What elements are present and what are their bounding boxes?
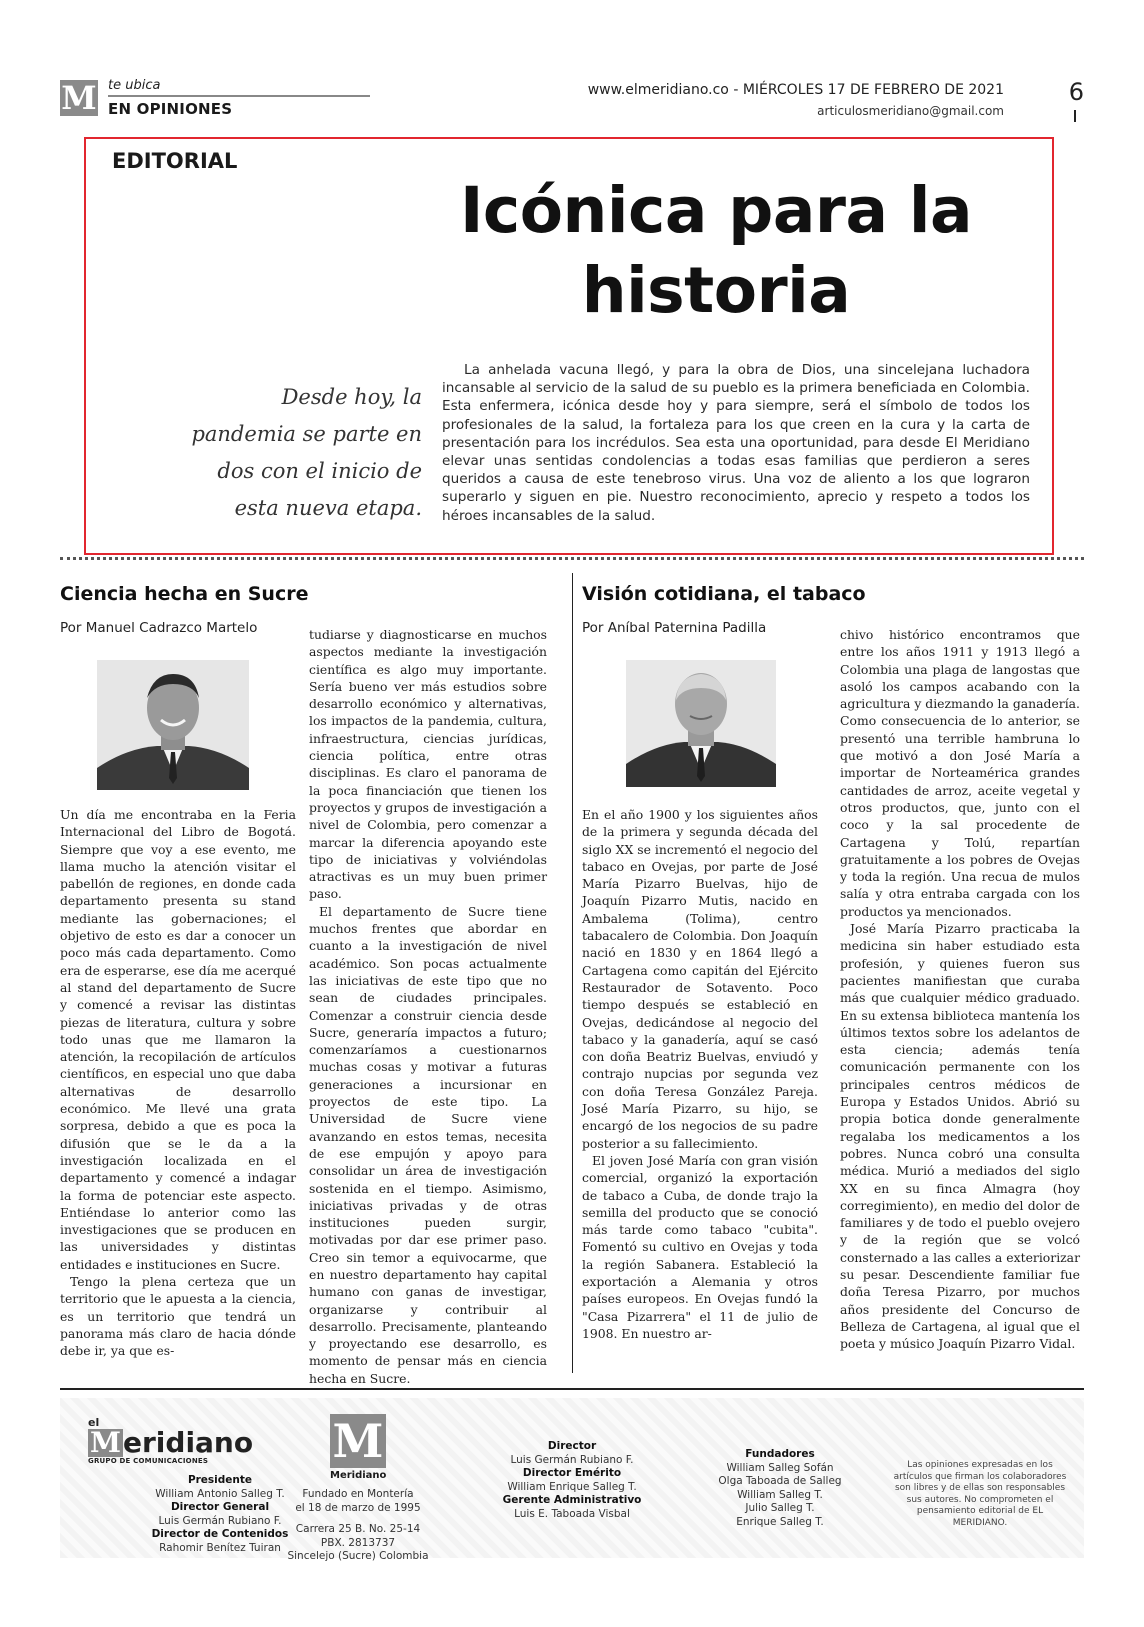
founder-name: Enrique Salleg T. [736, 1515, 824, 1528]
founding-info [278, 1488, 438, 1564]
editorial-box [84, 137, 1054, 555]
address-line: PBX. 2813737 [320, 1536, 396, 1549]
founder-name: Julio Salleg T. [745, 1502, 815, 1514]
founders-label: Fundadores [745, 1448, 815, 1460]
article-title-left: Ciencia hecha en Sucre [60, 583, 309, 605]
author-photo-right [626, 660, 776, 787]
meridiano-m-logo-icon: M [330, 1414, 386, 1468]
site-date-line: www.elmeridiano.co - MIÉRCOLES 17 DE FEBRERO DE 2021 [587, 82, 1004, 98]
paragraph: tudiarse y diagnosticarse en muchos aspectos mediante la investigación científica es algo muy importante. Sería bueno ver más estudios sobre desarrollo económico y alternativas, los impactos de la pandemia, cultura, infraestructura, ciencias jurídicas, ciencia política, entre otras disciplinas. Es claro el panorama de la poca financiación que tienen los proyectos y grupos de investigación a nivel de Colombia, pero comenzar a marcar la diferencia apoyando este tipo de iniciativas y volviéndolas atractivas es un muy buen primer paso. [309, 627, 547, 902]
staff-role: Director de Contenidos [151, 1528, 289, 1540]
article-left-column-2 [309, 626, 547, 1387]
article-left-column-1 [60, 806, 296, 1360]
staff-name: William Enrique Salleg T. [507, 1480, 637, 1493]
staff-name: Luis Germán Rubiano F. [510, 1453, 634, 1466]
contact-email: articulosmeridiano@gmail.com [817, 104, 1004, 118]
byline-left: Por Manuel Cadrazco Martelo [60, 620, 258, 636]
paragraph: El joven José María con gran visión comercial, organizó la exportación de tabaco a Cuba, de donde trajo la semilla del producto que se conoció más tarde como tabaco "cubita". Fomentó su cultivo en Ovejas y toda la región Sabanera. Estableció la exportación a Alemania y otros países europeos. En Ovejas fundó la "Casa Pizarrera" el 11 de julio de 1908. En nuestro ar- [582, 1152, 818, 1341]
staff-role: Gerente Administrativo [502, 1494, 642, 1506]
editorial-body: La anhelada vacuna llegó, y para la obra de Dios, una sincelejana luchadora incansable al servicio de la salud de su pueblo es la primera beneficiada en Colombia. Esta enfermera, icónica desde hoy y para siempre, será el símbolo de todos los profesionales de la salud, la fortaleza para los que creen en la cura y la carta de presentación para los incrédulos. Sea esta una oportunidad, para desde El Meridiano elevar unas sentidas condolencias a todas esas familias que perdieron a seres queridos a causa de este tenebroso virus. Una voz de aliento a los que lograron superarlo y siguen en pie. Nuestro reconocimiento, aprecio y respeto a todos los héroes incansables de la salud. [442, 362, 1030, 524]
byline-right: Por Aníbal Paternina Padilla [582, 620, 767, 636]
paragraph: José María Pizarro practicaba la medicina sin haber estudiado esta profesión, y quienes fueron sus pacientes manifiestan que curaba más que cualquier médico graduado. En su extensa biblioteca mantenía los últimos textos sobre los adelantos de esta ciencia; además tenía comunicación permanente con los principales centros médicos de Europa y Estados Unidos. Abrió su propia botica donde generalmente regalaba los medicamentos a los pobres. Nunca cobró una consulta médica. Murió a mediados del siglo XX en su finca Almagra (hoy corregimiento), en medio del dolor de familiares y de todo el pueblo ovejero y de la región que se volcó consternado a las calles a exteriorizar su pesar. Descendiente familiar fue doña Teresa Pizarro, por muchos años presidente del Concurso de Belleza de Cartagena, al igual que el poeta y músico Joaquín Pizarro Vidal. [840, 921, 1080, 1352]
founder-name: William Salleg T. [737, 1488, 823, 1501]
meridiano-logo-icon: M [61, 79, 97, 117]
address-line: Sincelejo (Sucre) Colombia [287, 1550, 429, 1562]
editorial-label: EDITORIAL [112, 149, 238, 173]
staff-role: Presidente [187, 1474, 253, 1486]
section-name: EN OPINIONES [108, 100, 233, 118]
brand-rest: eridiano [123, 1426, 254, 1459]
section-kicker: te ubica [108, 78, 161, 93]
page-number-rule [1074, 110, 1076, 122]
founded-line: el 18 de marzo de 1995 [295, 1501, 421, 1514]
brand-subtitle: GRUPO DE COMUNICACIONES [88, 1457, 209, 1465]
article-right-column-2 [840, 626, 1080, 1352]
editorial-pull-quote: Desde hoy, la pandemia se parte en dos con el inicio de esta nueva etapa. [191, 385, 422, 520]
masthead-footer [60, 1398, 1084, 1562]
staff-block-2 [472, 1440, 672, 1521]
staff-name: Luis E. Taboada Visbal [514, 1507, 630, 1520]
address-line: Carrera 25 B. No. 25-14 [295, 1523, 421, 1535]
staff-name: Rahomir Benítez Tuiran [159, 1541, 281, 1554]
founders-block [690, 1448, 870, 1529]
page-header [60, 78, 1084, 122]
staff-role: Director Emérito [522, 1467, 622, 1479]
founded-line: Fundado en Montería [302, 1488, 414, 1500]
brand-m: M [90, 1426, 121, 1459]
staff-name: William Antonio Salleg T. [155, 1487, 285, 1500]
article-right-column-1 [582, 806, 818, 1342]
paragraph: En el año 1900 y los siguientes años de la primera y segunda década del siglo XX se incrementó el negocio del tabaco en Ovejas, por parte de José María Pizarro Buelvas, hijo de Joaquín Pizarro Mutis, nacido en Ambalema (Tolima), centro tabacalero de Colombia. Don Joaquín nació en 1830 y en 1864 llegó a Cartagena como capitán del Ejército Restaurador de Sotavento. Poco tiempo después se estableció en Ovejas, dedicándose al negocio del tabaco y la ganadería, aquí se casó con doña Beatriz Buelvas, enviudó y contrajo nupcias por segunda vez con doña Teresa González Pareja. José María Pizarro, su hijo, se encargó de los negocios de su padre posterior a su fallecimiento. [582, 807, 818, 1151]
article-title-right: Visión cotidiana, el tabaco [582, 583, 866, 605]
author-portrait-icon [626, 660, 776, 787]
editorial-title: Icónica para la historia [459, 174, 973, 327]
paragraph: El departamento de Sucre tiene muchos frentes que abordar en cuanto a la investigación de nivel académico. Son pocas actualmente las iniciativas de este tipo que no sean de ciudades principales. Comenzar a construir ciencia desde Sucre, generaría impactos a futuro; comenzaríamos a cuestionarnos muchas cosas y motivar a futuras generaciones a incursionar en proyectos de este tipo. La Universidad de Sucre viene avanzando en estos temas, necesita de ese empujón y apoyo para consolidar un área de investigación sostenida en el tiempo. Asimismo, iniciativas privadas y de otras instituciones pueden surgir, motivadas por dar ese primer paso. Creo sin temor a equivocarme, que en nuestro departamento hay capital humano con ganas de investigar, organizarse y contribuir al desarrollo. Precisamente, planteando y proyectando ese desarrollo, es momento de pensar más en ciencia hecha en Sucre. [309, 903, 547, 1386]
column-separator [572, 573, 573, 1373]
staff-role: Director General [170, 1501, 270, 1513]
meridiano-logo-name: Meridiano [330, 1470, 387, 1481]
paragraph: Tengo la plena certeza que un territorio que le apuesta a la ciencia, es un territorio que tendrá un panorama más claro de hacia dónde debe ir, ya que es- [60, 1274, 296, 1359]
brand-logo [88, 1416, 253, 1465]
founder-name: Olga Taboada de Salleg [718, 1475, 842, 1487]
section-divider [60, 557, 1084, 560]
staff-role: Director [547, 1440, 597, 1452]
author-portrait-icon [97, 660, 249, 790]
paragraph: chivo histórico encontramos que entre los años 1911 y 1913 llegó a Colombia una plaga de langostas que asoló los campos acabando con la agricultura y diezmando la ganadería. Como consecuencia de lo anterior, se presentó una terrible hambruna lo que motivó a don José María a importar de Norteamérica grandes cantidades de arroz, aceite vegetal y otros productos, que, junto con el coco y la sal procedente de Cartagena y Tolú, repartían gratuitamente a los pobres de Ovejas y toda la región. Una recua de mulos salía y otra entraba cargada con los productos ya mencionados. [840, 627, 1080, 919]
author-photo-left [97, 660, 249, 790]
brand-wordmark [88, 1426, 254, 1459]
brand-el: el [88, 1416, 100, 1429]
section-rule [108, 95, 370, 97]
page-number: 6 [1068, 78, 1084, 106]
founder-name: William Salleg Sofán [726, 1461, 834, 1474]
opinion-disclaimer: Las opiniones expresadas en los artículos que firman los colaboradores son libres y de ellas son responsables sus autores. No comprometen el pensamiento editorial de EL MERIDIANO. [893, 1460, 1067, 1528]
paragraph: Un día me encontraba en la Feria Internacional del Libro de Bogotá. Siempre que voy a ese evento, me llama mucho la atención visitar el pabellón de regiones, en donde cada departamento presenta su stand mediante las gobernaciones; el objetivo de esto es dar a conocer un poco más cada departamento. Como era de esperarse, ese día me acerqué al stand del departamento de Sucre y comencé a revisar las distintas piezas de literatura, cultura y sobre todo unas que me llamaron la atención, la recopilación de artículos científicos, en especial uno que daba alternativas de desarrollo económico. Me llevé una grata sorpresa, debido a que es poca la difusión que se le da a la investigación localizada en el departamento y comencé a indagar la forma de potenciar este aspecto. Entiéndase lo anterior como las investigaciones que se producen en las universidades y distintas entidades e instituciones en Sucre. [60, 807, 296, 1272]
footer-rule [60, 1388, 1084, 1390]
staff-name: Luis Germán Rubiano F. [158, 1514, 282, 1527]
